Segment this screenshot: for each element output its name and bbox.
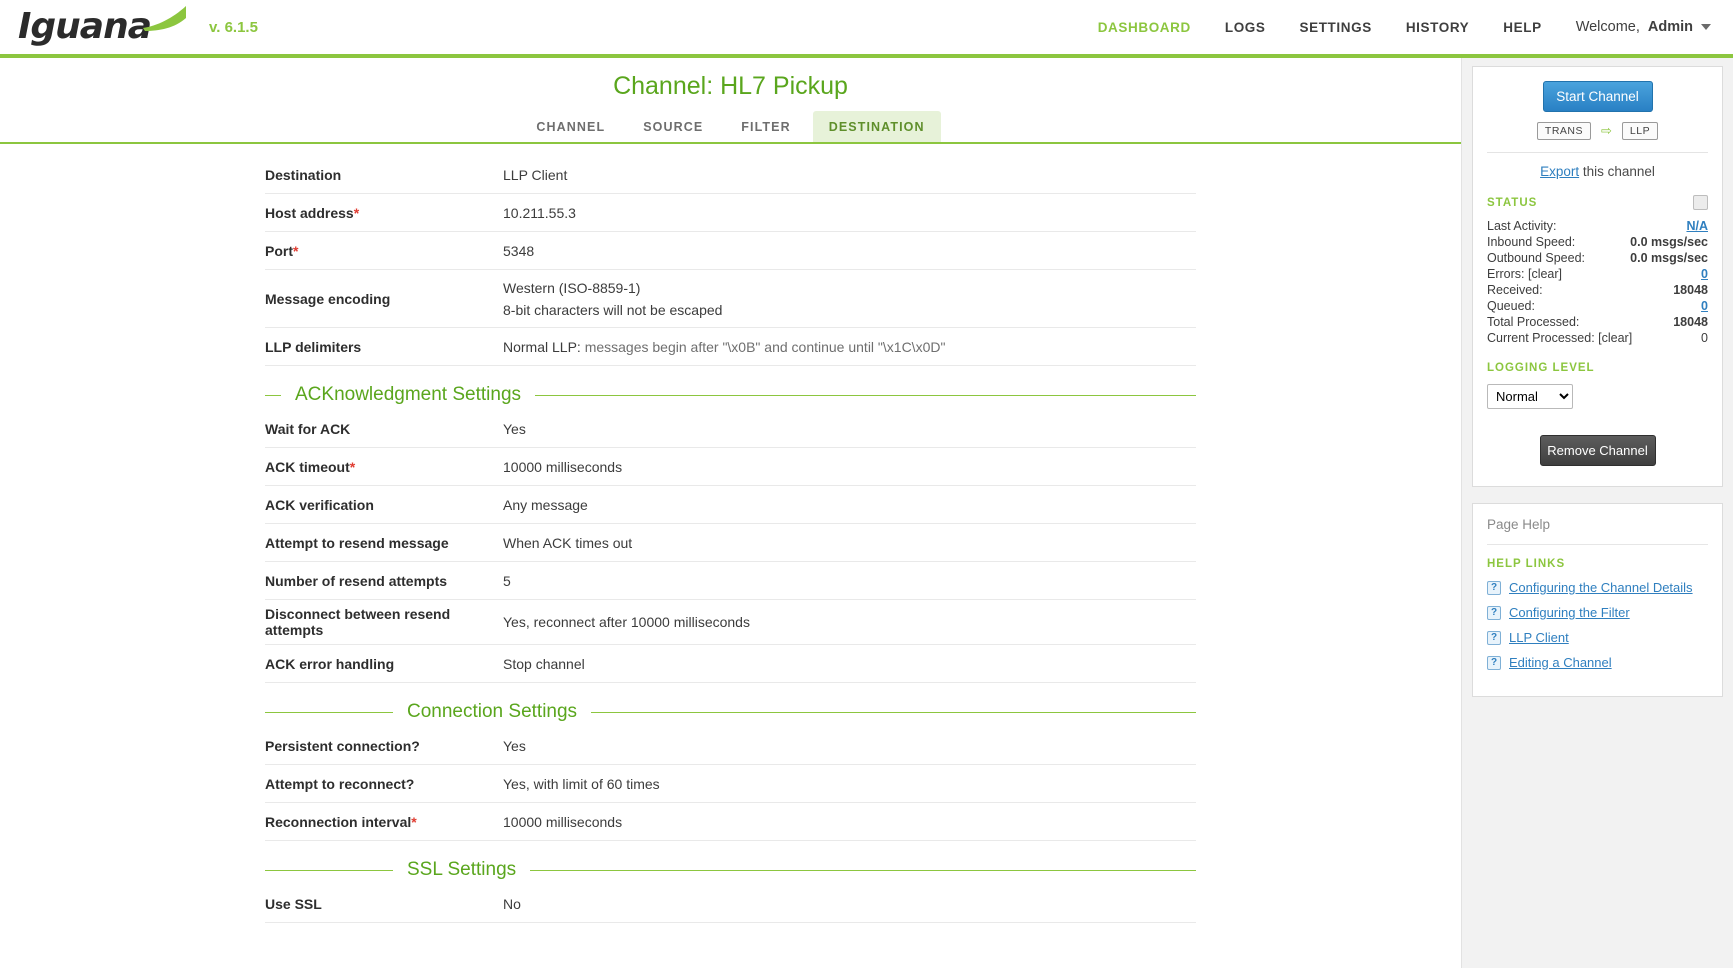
help-link-item[interactable]: [1487, 580, 1708, 595]
nav-history[interactable]: HISTORY: [1405, 19, 1470, 35]
status-label: Outbound Speed:: [1487, 251, 1585, 265]
question-icon: ?: [1487, 631, 1501, 645]
status-label: Last Activity:: [1487, 219, 1557, 233]
field-value: Yes: [503, 420, 526, 437]
field-label: Persistent connection?: [265, 737, 420, 754]
status-label: Queued:: [1487, 299, 1535, 313]
field-value: 5: [503, 572, 511, 589]
field-value: Stop channel: [503, 655, 585, 672]
field-label: ACK timeout*: [265, 458, 356, 475]
status-row-errors: [1487, 266, 1708, 282]
field-row-ack-timeout: [265, 448, 1196, 486]
field-row-persistent-connection: [265, 727, 1196, 765]
field-label: Port*: [265, 242, 299, 259]
field-row-attempt-resend: [265, 524, 1196, 562]
field-value: Yes, reconnect after 10000 milliseconds: [503, 614, 750, 630]
arrow-right-icon: ⇨: [1601, 123, 1612, 138]
logging-level-header: [1487, 362, 1708, 374]
export-link[interactable]: Export: [1540, 164, 1580, 179]
section-rule-left: [265, 712, 393, 713]
question-icon: ?: [1487, 606, 1501, 620]
status-value: 0.0 msgs/sec: [1630, 251, 1708, 265]
section-title: ACKnowledgment Settings: [295, 384, 522, 405]
pipeline-stage-trans[interactable]: TRANS: [1537, 122, 1591, 140]
field-value: LLP Client: [503, 166, 568, 183]
status-row-queued: [1487, 298, 1708, 314]
field-label: Message encoding: [265, 290, 391, 307]
field-label: Attempt to reconnect?: [265, 775, 415, 792]
status-row-received: [1487, 282, 1708, 298]
export-text: this channel: [1579, 164, 1655, 179]
version-label: v. 6.1.5: [209, 18, 258, 36]
help-card: [1472, 503, 1723, 697]
status-value: 0: [1701, 331, 1708, 345]
help-link-label[interactable]: Configuring the Filter: [1509, 605, 1630, 620]
status-row-outbound-speed: [1487, 250, 1708, 266]
field-label: Destination: [265, 166, 342, 183]
username: Admin: [1647, 19, 1693, 35]
field-value: 5348: [503, 242, 535, 259]
field-value: When ACK times out: [503, 534, 633, 551]
status-label[interactable]: Errors: [clear]: [1487, 267, 1563, 281]
status-row-last-activity: [1487, 218, 1708, 234]
channel-control-card: [1472, 66, 1723, 487]
field-label: Wait for ACK: [265, 420, 351, 437]
status-label: Total Processed:: [1487, 315, 1580, 329]
status-toggle-checkbox[interactable]: [1693, 195, 1708, 210]
status-label: Received:: [1487, 283, 1543, 297]
field-row-attempt-reconnect: [265, 765, 1196, 803]
nav-help[interactable]: HELP: [1503, 19, 1542, 35]
section-rule-right: [591, 712, 1196, 713]
section-rule-right: [535, 395, 1196, 396]
user-menu[interactable]: [1576, 19, 1711, 35]
question-icon: ?: [1487, 581, 1501, 595]
required-marker: *: [353, 204, 360, 221]
logo-text: Iguana: [18, 6, 152, 47]
help-link-label[interactable]: Editing a Channel: [1509, 655, 1612, 670]
status-value[interactable]: 0: [1701, 299, 1708, 313]
question-icon: ?: [1487, 656, 1501, 670]
tab-destination[interactable]: DESTINATION: [813, 111, 941, 142]
logging-level-title: LOGGING LEVEL: [1487, 362, 1595, 374]
field-label: Number of resend attempts: [265, 572, 448, 589]
field-value: Yes: [503, 737, 526, 754]
destination-settings: [0, 144, 1461, 923]
status-title: STATUS: [1487, 196, 1538, 209]
required-marker: *: [411, 813, 417, 830]
page-title: Channel: HL7 Pickup: [613, 72, 848, 100]
section-title: Connection Settings: [407, 701, 578, 722]
main-panel: [0, 58, 1462, 968]
field-label: Host address*: [265, 204, 360, 221]
export-channel-row: [1487, 152, 1708, 179]
top-header: [0, 0, 1733, 58]
field-value: 10.211.55.3: [503, 204, 576, 221]
field-value: 10000 milliseconds: [503, 813, 623, 830]
delimiter-mode: Normal LLP:: [503, 338, 581, 355]
nav-dashboard[interactable]: DASHBOARD: [1097, 19, 1191, 35]
required-marker: *: [349, 458, 356, 475]
section-rule-left: [265, 395, 281, 396]
field-label: ACK verification: [265, 496, 374, 513]
sidebar: [1462, 58, 1733, 968]
help-links-title: HELP LINKS: [1487, 558, 1566, 570]
section-ack-settings: [265, 384, 1196, 406]
section-ssl-settings: [265, 859, 1196, 881]
top-navigation: [1098, 19, 1711, 35]
field-label: ACK error handling: [265, 655, 395, 672]
field-label: LLP delimiters: [265, 338, 362, 355]
section-connection-settings: [265, 701, 1196, 723]
logo[interactable]: [18, 6, 187, 47]
encoding-line-1: Western (ISO-8859-1): [503, 279, 641, 296]
status-value: 0.0 msgs/sec: [1630, 235, 1708, 249]
field-value: Yes, with limit of 60 times: [503, 775, 660, 792]
field-row-destination: [265, 156, 1196, 194]
status-value: 18048: [1673, 315, 1708, 329]
logo-swoosh-icon: [143, 6, 187, 32]
chevron-down-icon: [1701, 24, 1711, 30]
section-rule-left: [265, 870, 393, 871]
logging-level-select[interactable]: [1487, 384, 1573, 409]
field-value: [503, 339, 945, 355]
start-channel-button[interactable]: Start Channel: [1543, 81, 1653, 112]
field-row-host-address: [265, 194, 1196, 232]
field-value: 10000 milliseconds: [503, 458, 623, 475]
help-link-label[interactable]: Configuring the Channel Details: [1509, 580, 1693, 595]
field-row-wait-for-ack: [265, 410, 1196, 448]
help-link-item[interactable]: [1487, 655, 1708, 670]
field-row-port: [265, 232, 1196, 270]
encoding-line-2: 8-bit characters will not be escaped: [503, 301, 723, 318]
field-row-ack-error-handling: [265, 645, 1196, 683]
section-title: SSL Settings: [407, 859, 517, 880]
pipeline-stage-llp[interactable]: LLP: [1622, 122, 1658, 140]
status-row-total-processed: [1487, 314, 1708, 330]
field-label: Disconnect between resend attempts: [265, 606, 451, 638]
remove-channel-button[interactable]: Remove Channel: [1540, 435, 1656, 466]
status-row-inbound-speed: [1487, 234, 1708, 250]
field-row-use-ssl: [265, 885, 1196, 923]
field-row-reconnection-interval: [265, 803, 1196, 841]
field-label: Attempt to resend message: [265, 534, 449, 551]
nav-settings[interactable]: SETTINGS: [1299, 19, 1372, 35]
field-row-llp-delimiters: [265, 328, 1196, 366]
field-label: Use SSL: [265, 895, 322, 912]
help-link-item[interactable]: [1487, 630, 1708, 645]
required-marker: *: [293, 242, 299, 259]
status-value[interactable]: 0: [1701, 267, 1708, 281]
field-row-ack-verification: [265, 486, 1196, 524]
delimiter-detail: messages begin after "\x0B" and continue until "\x1C\x0D": [580, 338, 946, 355]
status-value[interactable]: N/A: [1686, 219, 1708, 233]
welcome-label: Welcome,: [1575, 19, 1640, 35]
section-rule-right: [530, 870, 1196, 871]
help-link-label[interactable]: LLP Client: [1509, 630, 1569, 645]
tab-channel[interactable]: CHANNEL: [536, 120, 606, 134]
pipeline-diagram: [1487, 122, 1708, 140]
tab-source[interactable]: SOURCE: [643, 120, 704, 134]
tab-filter[interactable]: FILTER: [741, 120, 791, 134]
field-row-disconnect-between-resend: [265, 600, 1196, 645]
status-label: Inbound Speed:: [1487, 235, 1576, 249]
channel-tabs: [0, 111, 1461, 144]
field-row-message-encoding: [265, 270, 1196, 328]
field-value: [503, 280, 722, 318]
field-label: Reconnection interval*: [265, 813, 417, 830]
status-header: [1487, 195, 1708, 210]
nav-logs[interactable]: LOGS: [1224, 19, 1266, 35]
status-value: 18048: [1673, 283, 1708, 297]
field-row-resend-attempts: [265, 562, 1196, 600]
field-value: No: [503, 895, 521, 912]
help-link-item[interactable]: [1487, 605, 1708, 620]
field-value: Any message: [503, 496, 588, 513]
status-row-current-processed: [1487, 330, 1708, 346]
status-label[interactable]: Current Processed: [clear]: [1487, 331, 1633, 345]
page-help-label[interactable]: Page Help: [1487, 504, 1708, 545]
